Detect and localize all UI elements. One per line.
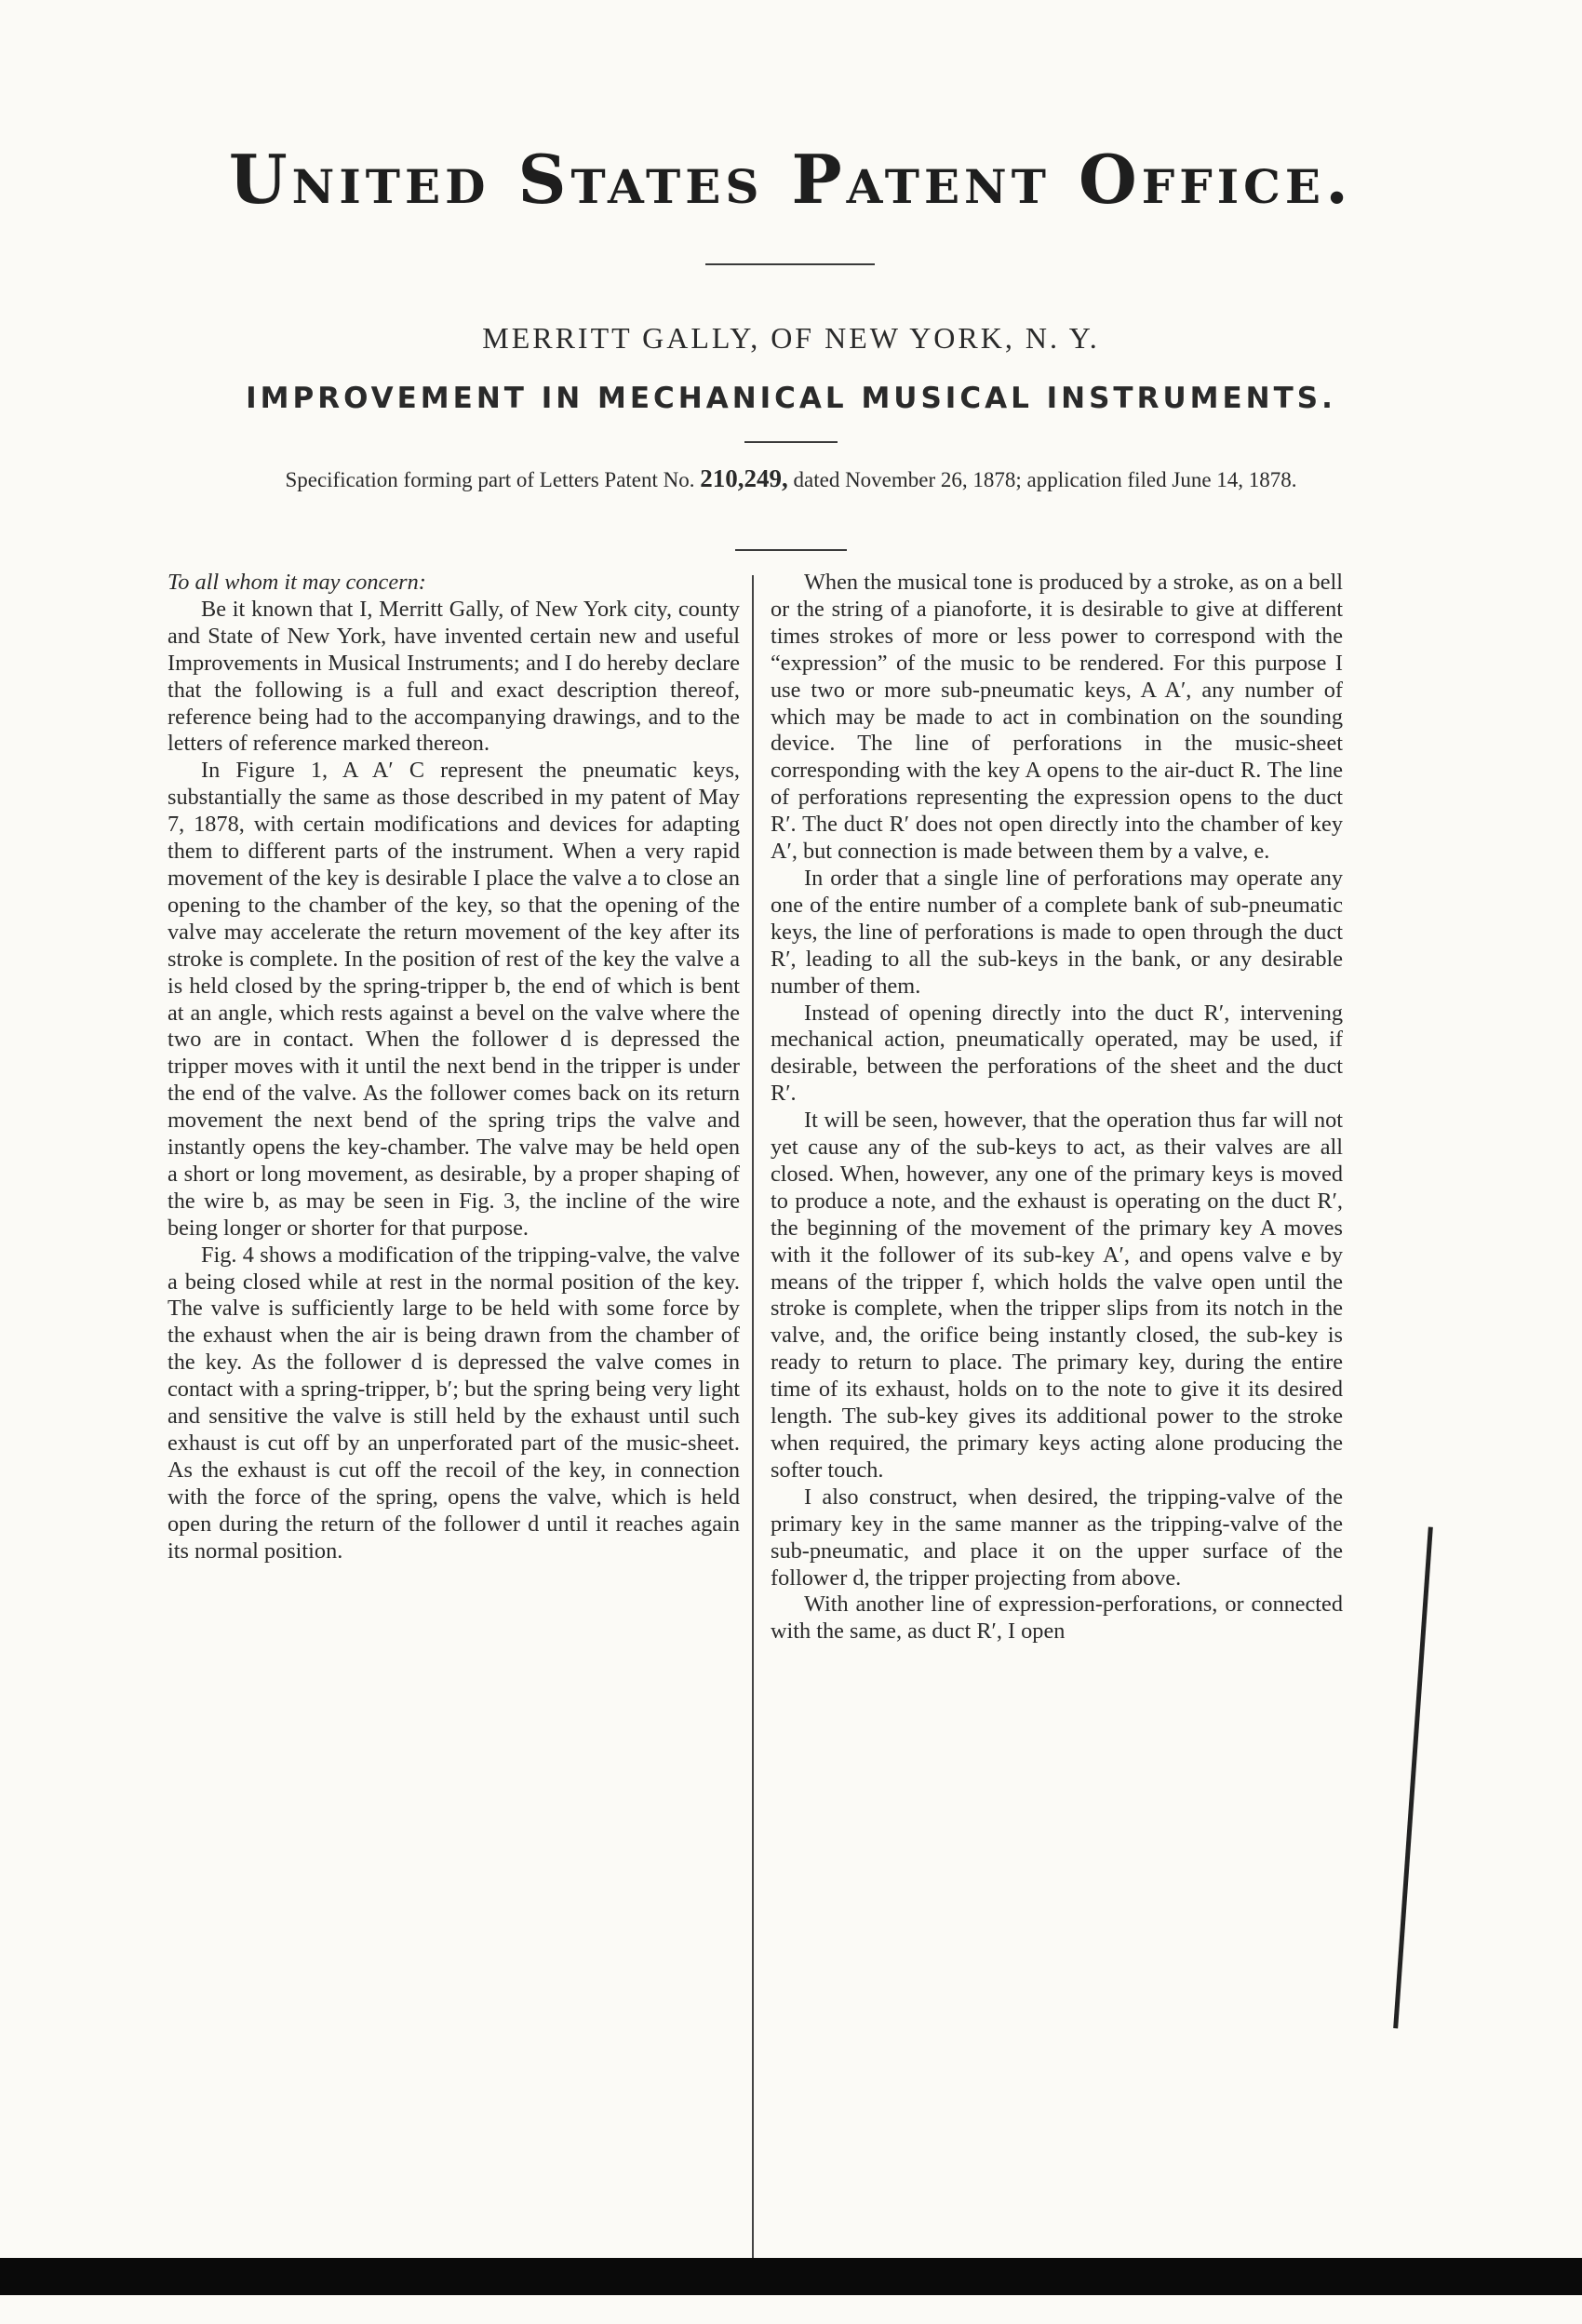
salutation: To all whom it may concern: [168, 570, 426, 595]
column-divider [752, 575, 754, 2274]
title-rule [705, 263, 875, 265]
spec-suffix: dated November 26, 1878; application filed June 14, 1878. [793, 468, 1297, 491]
left-column [168, 570, 740, 1565]
paragraph: When the musical tone is produced by a stroke, as on a bell or the string of a pianoforte, it is desirable to give at different times strokes of more or less power to correspond with the “expression” of the music to be rendered. For this purpose I use two or more sub-pneumatic keys, A A′, any number of which may be made to act in combination on the sounding device. The line of perforations in the music-sheet corresponding with the key A opens to the air-duct R. The line of perforations representing the expression opens to the duct R′. The duct R′ does not open directly into the chamber of key A′, but connection is made between them by a valve, e. [771, 570, 1343, 865]
subtitle-rule [744, 441, 838, 443]
paragraph: Be it known that I, Merritt Gally, of New York city, county and State of New York, have invented certain new and useful Improvements in Musical Instruments; and I do hereby declare that the following is a full and exact description thereof, reference being had to the accompanying drawings, and to the letters of reference marked thereon. [168, 596, 740, 757]
patent-number: 210,249, [700, 464, 788, 492]
scan-bottom-bar [0, 2258, 1582, 2295]
paragraph: In Figure 1, A A′ C represent the pneumatic keys, substantially the same as those described in my patent of May 7, 1878, with certain modifications and devices for adapting them to different parts of the instrument. When a very rapid movement of the key is desirable I place the valve a to close an opening to the chamber of the key, so that the opening of the valve may accelerate the return movement of the key after its stroke is complete. In the position of rest of the key the valve a is held closed by the spring-tripper b, the end of which is bent at an angle, which rests against a bevel on the valve where the two are in contact. When the follower d is depressed the tripper moves with it until the next bend in the tripper is under the end of the valve. As the follower comes back on its return movement the next bend of the spring trips the valve and instantly opens the key-chamber. The valve may be held open a short or long movement, as desirable, by a proper shaping of the wire b, as may be seen in Fig. 3, the incline of the wire being longer or shorter for that purpose. [168, 758, 740, 1241]
paragraph: Instead of opening directly into the duct R′, intervening mechanical action, pneumatically operated, may be used, if desirable, between the perforations of the sheet and the duct R′. [771, 1000, 1343, 1107]
paragraph: With another line of expression-perforations, or connected with the same, as duct R′, I open [771, 1592, 1343, 1645]
spec-prefix: Specification forming part of Letters Patent No. [285, 468, 695, 491]
inventor-line: MERRITT GALLY, OF NEW YORK, N. Y. [482, 321, 1100, 355]
paragraph: Fig. 4 shows a modification of the tripping-valve, the valve a being closed while at rest in the normal position of the key. The valve is sufficiently large to be held with some force by the exhaust when the air is being drawn from the chamber of the key. As the follower d is depressed the valve comes in contact with a spring-tripper, b′; but the spring being very light and sensitive the valve is still held by the exhaust until such exhaust is cut off by an unperforated part of the music-sheet. As the exhaust is cut off the recoil of the key, in connection with the force of the spring, opens the valve, which is held open during the return of the follower d until it reaches again its normal position. [168, 1242, 740, 1564]
right-column [771, 570, 1343, 1646]
invention-title: IMPROVEMENT IN MECHANICAL MUSICAL INSTRUMENTS. [246, 382, 1336, 415]
specification-line [177, 463, 1405, 495]
spec-rule [735, 549, 847, 551]
page-edge-mark [1393, 1526, 1433, 2028]
office-title: United States Patent Office. [228, 140, 1354, 219]
paragraph: I also construct, when desired, the tripping-valve of the primary key in the same manner as the tripping-valve of the sub-pneumatic, and place it on the upper surface of the follower d, the tripper projecting from above. [771, 1484, 1343, 1591]
paragraph: It will be seen, however, that the operation thus far will not yet cause any of the sub-keys to act, as their valves are all closed. When, however, any one of the primary keys is moved to produce a note, and the exhaust is operating on the duct R′, the beginning of the movement of the primary key A moves with it the follower of its sub-key A′, and opens valve e by means of the tripper f, which holds the valve open until the stroke is complete, when the tripper slips from its notch in the valve, and, the orifice being instantly closed, the sub-key is ready to return to place. The primary key, during the entire time of its exhaust, holds on to the note to give it its desired length. The sub-key gives its additional power to the stroke when required, the primary keys acting alone producing the softer touch. [771, 1108, 1343, 1483]
paragraph: In order that a single line of perforations may operate any one of the entire number of a complete bank of sub-pneumatic keys, the line of perforations is made to open through the duct R′, leading to all the sub-keys in the bank, or any desirable number of them. [771, 865, 1343, 999]
